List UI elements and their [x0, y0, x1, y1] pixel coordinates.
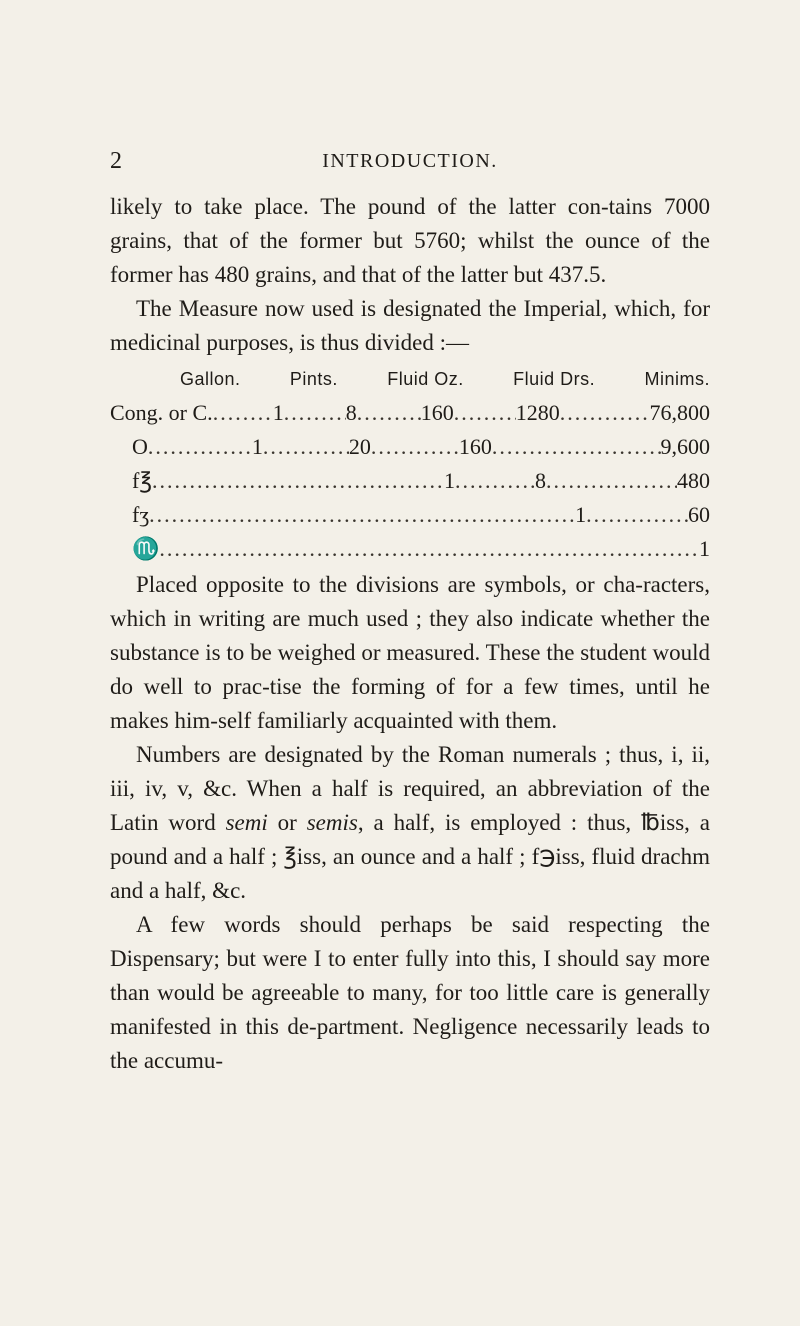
- row-value: 160: [420, 400, 454, 425]
- leader-dots: [148, 430, 252, 464]
- paragraph-2: The Measure now used is designated the Imperial, which, for medicinal purposes, is thus divided :—: [110, 296, 710, 355]
- page-header: [110, 148, 710, 178]
- row-value: 1: [251, 434, 263, 459]
- row-value: 1: [272, 400, 284, 425]
- header-fluid-drs: Fluid Drs.: [513, 369, 596, 389]
- leader-dots: [152, 464, 444, 498]
- minim-symbol: ♏: [132, 536, 160, 561]
- body-text: [110, 190, 710, 1078]
- row-value: 60: [688, 502, 710, 527]
- paragraph-4-or: or: [267, 810, 307, 835]
- row-value: 1: [575, 502, 587, 527]
- row-value: 9,600: [660, 434, 710, 459]
- latin-word-semis: semis: [306, 810, 358, 835]
- paragraph-4-text-b: , a half, is employed : thus, ℔iss, a pound and a half ; ℥iss, an ounce and a half ; f℈iss, fluid drachm and a half, &c.: [110, 810, 711, 903]
- table-header-row: [110, 362, 710, 396]
- fluid-drachm-symbol: fʒ: [132, 502, 150, 527]
- table-row-minim: [110, 532, 710, 566]
- paragraph-3: Placed opposite to the divisions are symbols, or cha-racters, which in writing are much used ; they also indicate whether the substance is to be weighed or measured. These the student would do well to prac-tise the forming of for a few times, until he makes him-self familiarly acquainted with them.: [110, 572, 710, 733]
- header-gallon: Gallon.: [180, 369, 241, 389]
- paragraph-5: A few words should perhaps be said respecting the Dispensary; but were I to enter fully into this, I should say more than would be agreeable to many, for too little care is generally manifested in this de-partment. Negligence necessarily leads to the accumu-: [110, 912, 710, 1073]
- header-minims: Minims.: [644, 369, 710, 389]
- row-value: 20: [348, 434, 371, 459]
- row-value: 1280: [515, 400, 560, 425]
- table-row-congius: [110, 396, 710, 430]
- page-number: 2: [110, 148, 122, 174]
- leader-dots: [455, 464, 535, 498]
- paragraph-4: [110, 738, 710, 908]
- leader-dots: [371, 430, 459, 464]
- paragraph-4-text-a: Numbers are designated by the Roman numerals ; thus, i, ii, iii, iv, v, &c. When a half is required, an abbreviation of the Latin word: [110, 742, 710, 835]
- leader-dots: [492, 430, 661, 464]
- fluid-ounce-symbol: f℥: [132, 468, 153, 493]
- paragraph-1: likely to take place. The pound of the latter con-tains 7000 grains, that of the former but 5760; whilst the ounce of the former has 480 grains, and that of the latter but 437.5.: [110, 194, 710, 287]
- leader-dots: [213, 396, 273, 430]
- row-symbol: Cong. or C.: [110, 400, 213, 425]
- leader-dots: [586, 498, 688, 532]
- row-value: 8: [345, 400, 357, 425]
- leader-dots: [560, 396, 650, 430]
- leader-dots: [284, 396, 346, 430]
- leader-dots: [263, 430, 349, 464]
- header-pints: Pints.: [289, 369, 338, 389]
- row-symbol: O: [132, 434, 148, 459]
- leader-dots: [159, 532, 699, 566]
- row-value: 1: [699, 536, 710, 561]
- imperial-measure-table: [110, 362, 710, 566]
- leader-dots: [357, 396, 421, 430]
- row-value: 160: [458, 434, 492, 459]
- table-row-fluid-drachm: [110, 498, 710, 532]
- leader-dots: [454, 396, 516, 430]
- leader-dots: [546, 464, 677, 498]
- latin-word-semi: semi: [225, 810, 268, 835]
- row-value: 480: [677, 468, 710, 493]
- row-value: 1: [444, 468, 456, 493]
- leader-dots: [149, 498, 575, 532]
- table-row-octarius: [110, 430, 710, 464]
- row-value: 8: [535, 468, 547, 493]
- running-head: INTRODUCTION.: [322, 150, 498, 172]
- row-value: 76,800: [649, 400, 710, 425]
- header-fluid-oz: Fluid Oz.: [387, 369, 464, 389]
- table-row-fluid-ounce: [110, 464, 710, 498]
